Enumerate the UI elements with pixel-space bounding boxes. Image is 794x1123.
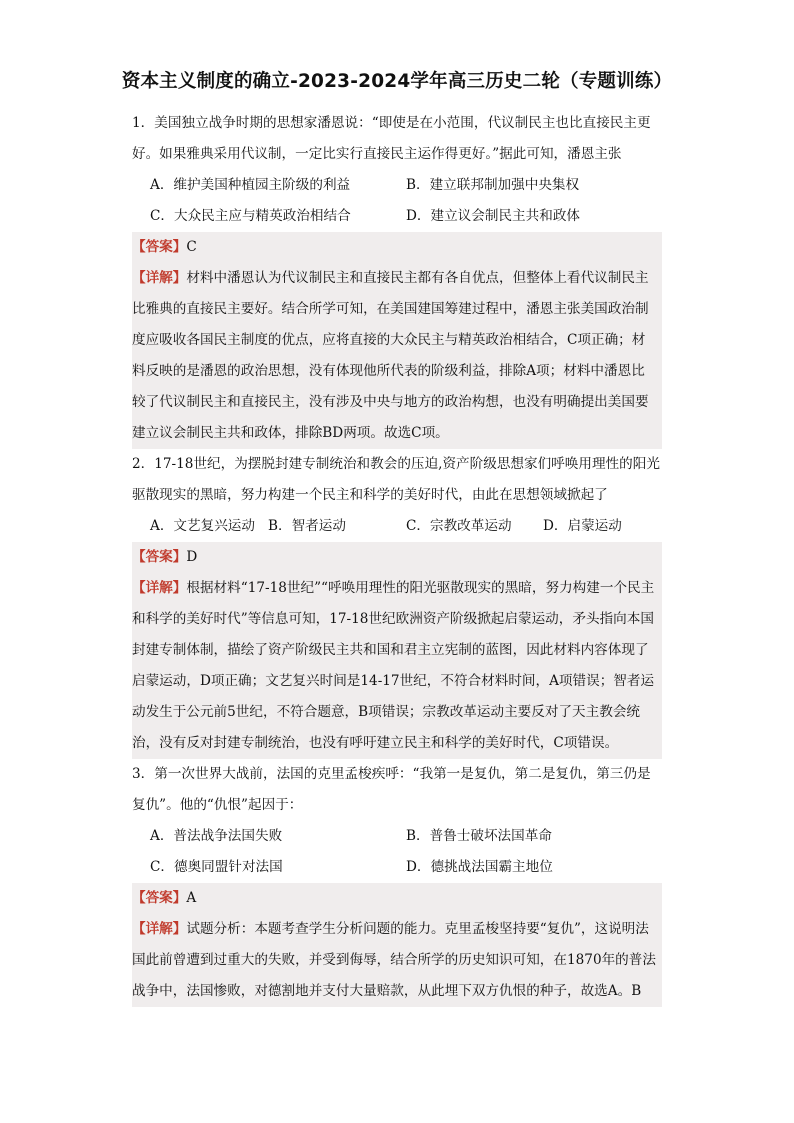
answer-block (132, 542, 662, 759)
detail-line (132, 573, 660, 759)
question-stem: 3．第一次世界大战前，法国的克里孟梭疾呼：“我第一是复仇，第二是复仇，第三仍是复仇”。他的“仇恨”起因于： (132, 766, 651, 813)
answer-line (132, 232, 660, 263)
option-d: D．德挑战法国霸主地位 (406, 859, 553, 875)
option-a: A．文艺复兴运动 (150, 518, 255, 534)
question-stem: 2．17-18世纪，为摆脱封建专制统治和教会的压迫,资产阶级思想家们呼唤用理性的阳光驱散现实的黑暗，努力构建一个民主和科学的美好时代，由此在思想领域掀起了 (132, 456, 660, 503)
option-b: B．普鲁士破坏法国革命 (406, 828, 552, 844)
question-stem: 1．美国独立战争时期的思想家潘恩说：“即使是在小范围，代议制民主也比直接民主更好。如果雅典采用代议制，一定比实行直接民主运作得更好。”据此可知，潘恩主张 (132, 115, 651, 162)
detail-text: 材料中潘恩认为代议制民主和直接民主都有各自优点，但整体上看代议制民主比雅典的直接民主要好。结合所学可知，在美国建国筹建过程中，潘恩主张美国政治制度应吸收各国民主制度的优点，应将直接的大众民主与精英政治相结合，C项正确；材料反映的是潘恩的政治思想，没有体现他所代表的阶级利益，排除A项；材料中潘恩比较了代议制民主和直接民主，没有涉及中央与地方的政治构想，也没有明确提出美国要建立议会制民主共和政体，排除BD两项。故选C项。 (132, 270, 649, 441)
detail-text: 试题分析：本题考查学生分析问题的能力。克里孟梭坚持要“复仇”，这说明法国此前曾遭到过重大的失败，并受到侮辱，结合所学的历史知识可知，在1870年的普法战争中，法国惨败，对德割地并支付大量赔款，从此埋下双方仇恨的种子，故选A。B (132, 921, 656, 999)
option-a: A．普法战争法国失败 (150, 828, 283, 844)
answer-block (132, 883, 662, 1007)
answer-tag: 【答案】 (132, 890, 187, 906)
detail-line (132, 263, 660, 449)
answer-line (132, 542, 660, 573)
document-page (121, 62, 673, 1007)
option-d: D．启蒙运动 (543, 518, 622, 534)
detail-line (132, 914, 660, 1007)
document-title: 资本主义制度的确立-2023-2024学年高三历史二轮（专题训练） (121, 71, 673, 92)
answer-block (132, 232, 662, 449)
detail-tag: 【详解】 (132, 580, 187, 596)
answer-value: A (186, 890, 197, 906)
answer-value: D (186, 549, 198, 565)
question-1 (132, 108, 662, 449)
option-b: B．智者运动 (268, 518, 346, 534)
answer-value: C (186, 239, 197, 255)
detail-tag: 【详解】 (132, 270, 187, 286)
option-c: C．大众民主应与精英政治相结合 (150, 208, 351, 224)
option-d: D．建立议会制民主共和政体 (406, 208, 581, 224)
detail-tag: 【详解】 (132, 921, 187, 937)
answer-tag: 【答案】 (132, 239, 187, 255)
question-3 (132, 759, 662, 1007)
options-list (132, 821, 662, 883)
answer-tag: 【答案】 (132, 549, 187, 565)
option-b: B．建立联邦制加强中央集权 (406, 177, 580, 193)
options-list (132, 511, 662, 542)
options-list (132, 170, 662, 232)
question-2 (132, 449, 662, 759)
option-c: C．德奥同盟针对法国 (150, 859, 283, 875)
option-c: C．宗教改革运动 (406, 518, 512, 534)
option-a: A．维护美国种植园主阶级的利益 (150, 177, 351, 193)
answer-line (132, 883, 660, 914)
detail-text: 根据材料“17-18世纪”“呼唤用理性的阳光驱散现实的黑暗，努力构建一个民主和科学的美好时代”等信息可知，17-18世纪欧洲资产阶级掀起启蒙运动，矛头指向本国封建专制体制，描绘了资产阶级民主共和国和君主立宪制的蓝图，因此材料内容体现了启蒙运动，D项正确；文艺复兴时间是14-17世纪，不符合材料时间，A项错误；智者运动发生于公元前5世纪，不符合题意，B项错误；宗教改革运动主要反对了天主教会统治，没有反对封建专制统治，也没有呼吁建立民主和科学的美好时代，C项错误。 (132, 580, 655, 751)
